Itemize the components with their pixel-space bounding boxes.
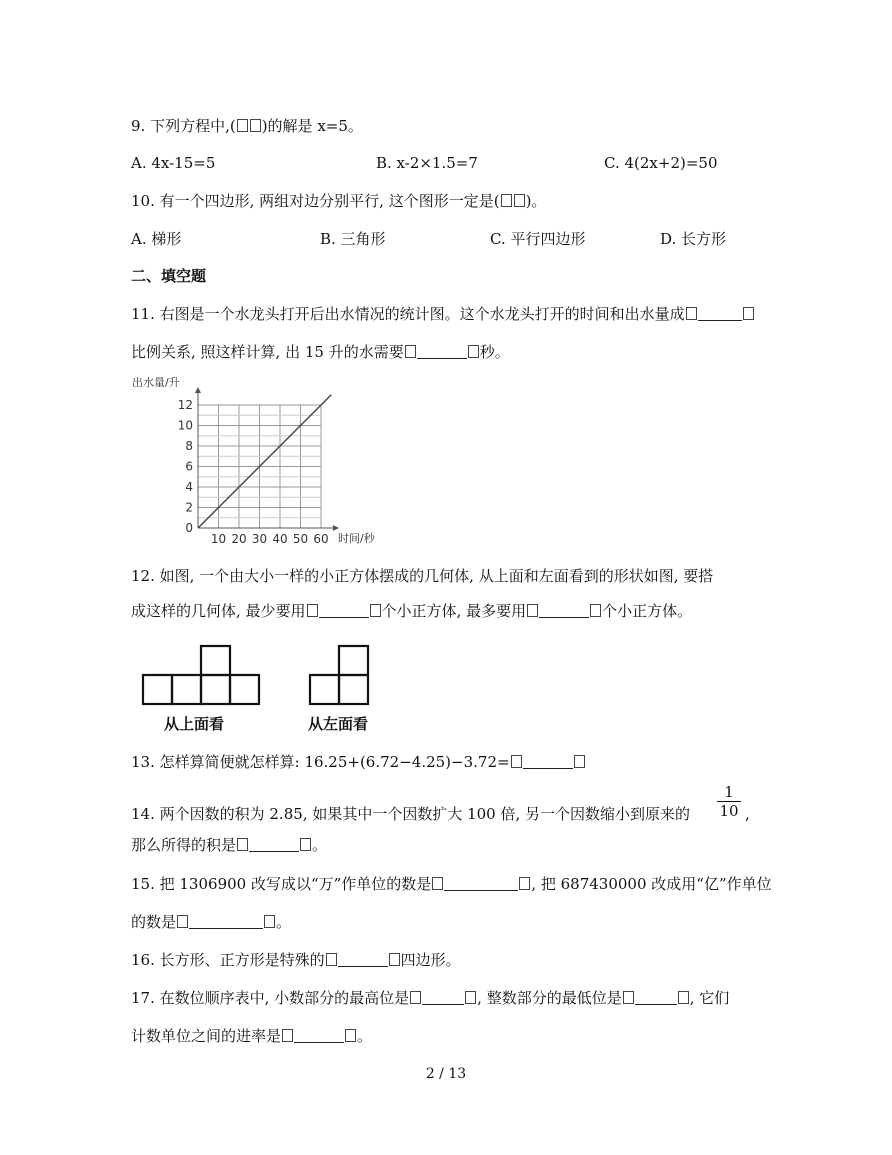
answer-blank[interactable] xyxy=(189,912,263,929)
answer-blank[interactable] xyxy=(417,342,467,359)
placeholder-box xyxy=(282,1029,293,1042)
chart-x-tick-label: 40 xyxy=(272,532,288,546)
top-view-cube xyxy=(201,675,230,704)
q15-line2: 的数是 。 xyxy=(131,913,292,931)
q12-line1: 12. 如图, 一个由大小一样的小正方体摆成的几何体, 从上面和左面看到的形状如图, 要搭 xyxy=(131,567,714,585)
top-view-cube xyxy=(143,675,172,704)
placeholder-box xyxy=(250,119,261,132)
q16-line: 16. 长方形、正方形是特殊的 四边形。 xyxy=(131,951,461,969)
q10-stem: 10. 有一个四边形, 两组对边分别平行, 这个图形一定是( )。 xyxy=(131,192,547,210)
placeholder-box xyxy=(743,307,754,320)
page-number: 2 / 13 xyxy=(425,1066,467,1082)
placeholder-box xyxy=(370,604,381,617)
placeholder-box xyxy=(501,194,512,207)
left-view-cube xyxy=(339,646,368,675)
q10-option-c: C. 平行四边形 xyxy=(490,230,586,248)
answer-blank[interactable] xyxy=(319,601,369,618)
q9-stem: 9. 下列方程中,( )的解是 x=5。 xyxy=(131,117,363,135)
q15-line1: 15. 把 1306900 改写成以“万”作单位的数是 , 把 687430000 改成用“亿”作单位 xyxy=(131,875,772,893)
placeholder-box xyxy=(326,953,337,966)
chart-xlabel: 时间/秒 xyxy=(338,532,375,545)
placeholder-box xyxy=(389,953,400,966)
top-view-cube xyxy=(201,646,230,675)
chart-y-tick-label: 6 xyxy=(185,459,193,474)
chart-x-axis-arrow xyxy=(333,525,339,531)
q10-option-b: B. 三角形 xyxy=(320,230,386,248)
placeholder-box xyxy=(519,877,530,890)
answer-blank[interactable] xyxy=(444,874,518,891)
chart-series-line xyxy=(198,395,331,528)
placeholder-box xyxy=(307,604,318,617)
placeholder-box xyxy=(468,345,479,358)
placeholder-box xyxy=(237,838,248,851)
placeholder-box xyxy=(686,307,697,320)
chart-y-tick-label: 4 xyxy=(185,480,193,494)
q10-option-a: A. 梯形 xyxy=(131,230,182,248)
chart-y-tick-label: 0 xyxy=(185,521,193,535)
q11-line2: 比例关系, 照这样计算, 出 15 升的水需要 秒。 xyxy=(131,343,510,361)
chart-x-tick-label: 30 xyxy=(251,532,268,546)
placeholder-box xyxy=(678,991,689,1004)
chart-y-tick-label: 10 xyxy=(177,418,193,433)
placeholder-box xyxy=(264,915,275,928)
placeholder-box xyxy=(410,991,421,1004)
q14-line2: 那么所得的积是 。 xyxy=(131,836,328,854)
top-view-cube xyxy=(230,675,259,704)
q9-option-c: C. 4(2x+2)=50 xyxy=(604,154,718,172)
q13-line: 13. 怎样算简便就怎样算: 16.25+(6.72−4.25)−3.72= xyxy=(131,752,586,772)
chart-y-tick-label: 8 xyxy=(185,439,193,453)
q14-line1: 14. 两个因数的积为 2.85, 如果其中一个因数扩大 100 倍, 另一个因数缩小到原来的 xyxy=(131,805,691,823)
placeholder-box xyxy=(590,604,601,617)
placeholder-box xyxy=(237,119,248,132)
left-view-cube xyxy=(310,675,339,704)
placeholder-box xyxy=(514,194,525,207)
chart-y-tick-label: 2 xyxy=(185,500,193,515)
placeholder-box xyxy=(432,877,443,890)
section-title: 二、填空题 xyxy=(131,267,207,285)
chart-x-tick-label: 20 xyxy=(231,532,247,546)
placeholder-box xyxy=(511,755,522,768)
placeholder-box xyxy=(177,915,188,928)
fraction-one-tenth: $\frac{1}{10}$ xyxy=(717,783,741,820)
answer-blank[interactable] xyxy=(698,304,742,321)
chart-y-tick-label: 12 xyxy=(177,398,193,412)
answer-blank[interactable] xyxy=(338,950,388,967)
answer-blank[interactable] xyxy=(294,1026,344,1043)
chart-x-tick-label: 60 xyxy=(313,532,329,546)
chart-x-tick-label: 50 xyxy=(292,532,309,546)
caption-top-view: 从上面看 xyxy=(164,715,225,733)
q10-option-d: D. 长方形 xyxy=(660,230,727,248)
chart-ylabel: 出水量/升 xyxy=(132,376,180,389)
placeholder-box xyxy=(623,991,634,1004)
q12-line2: 成这样的几何体, 最少要用 个小正方体, 最多要用 个小正方体。 xyxy=(131,602,693,620)
q17-line1: 17. 在数位顺序表中, 小数部分的最高位是 , 整数部分的最低位是 , 它们 xyxy=(131,989,730,1007)
answer-blank[interactable] xyxy=(539,601,589,618)
placeholder-box xyxy=(300,838,311,851)
answer-blank[interactable] xyxy=(422,988,464,1005)
chart-x-tick-label: 10 xyxy=(210,532,227,546)
water-flow-chart xyxy=(126,372,406,550)
q11-line1: 11. 右图是一个水龙头打开后出水情况的统计图。这个水龙头打开的时间和出水量成 xyxy=(131,304,755,324)
answer-blank[interactable] xyxy=(523,752,573,769)
placeholder-box xyxy=(345,1029,356,1042)
q9-option-a: A. 4x-15=5 xyxy=(131,154,216,172)
placeholder-box xyxy=(527,604,538,617)
caption-left-view: 从左面看 xyxy=(308,715,369,733)
q12-views-figure xyxy=(136,642,386,738)
q9-option-b: B. x-2×1.5=7 xyxy=(376,154,478,172)
placeholder-box xyxy=(465,991,476,1004)
chart-y-axis-arrow xyxy=(195,387,201,393)
left-view-cube xyxy=(339,675,368,704)
placeholder-box xyxy=(405,345,416,358)
top-view-cube xyxy=(172,675,201,704)
answer-blank[interactable] xyxy=(635,988,677,1005)
placeholder-box xyxy=(574,755,585,768)
answer-blank[interactable] xyxy=(249,835,299,852)
q17-line2: 计数单位之间的进率是 。 xyxy=(131,1027,373,1045)
q14-comma: , xyxy=(745,805,750,823)
